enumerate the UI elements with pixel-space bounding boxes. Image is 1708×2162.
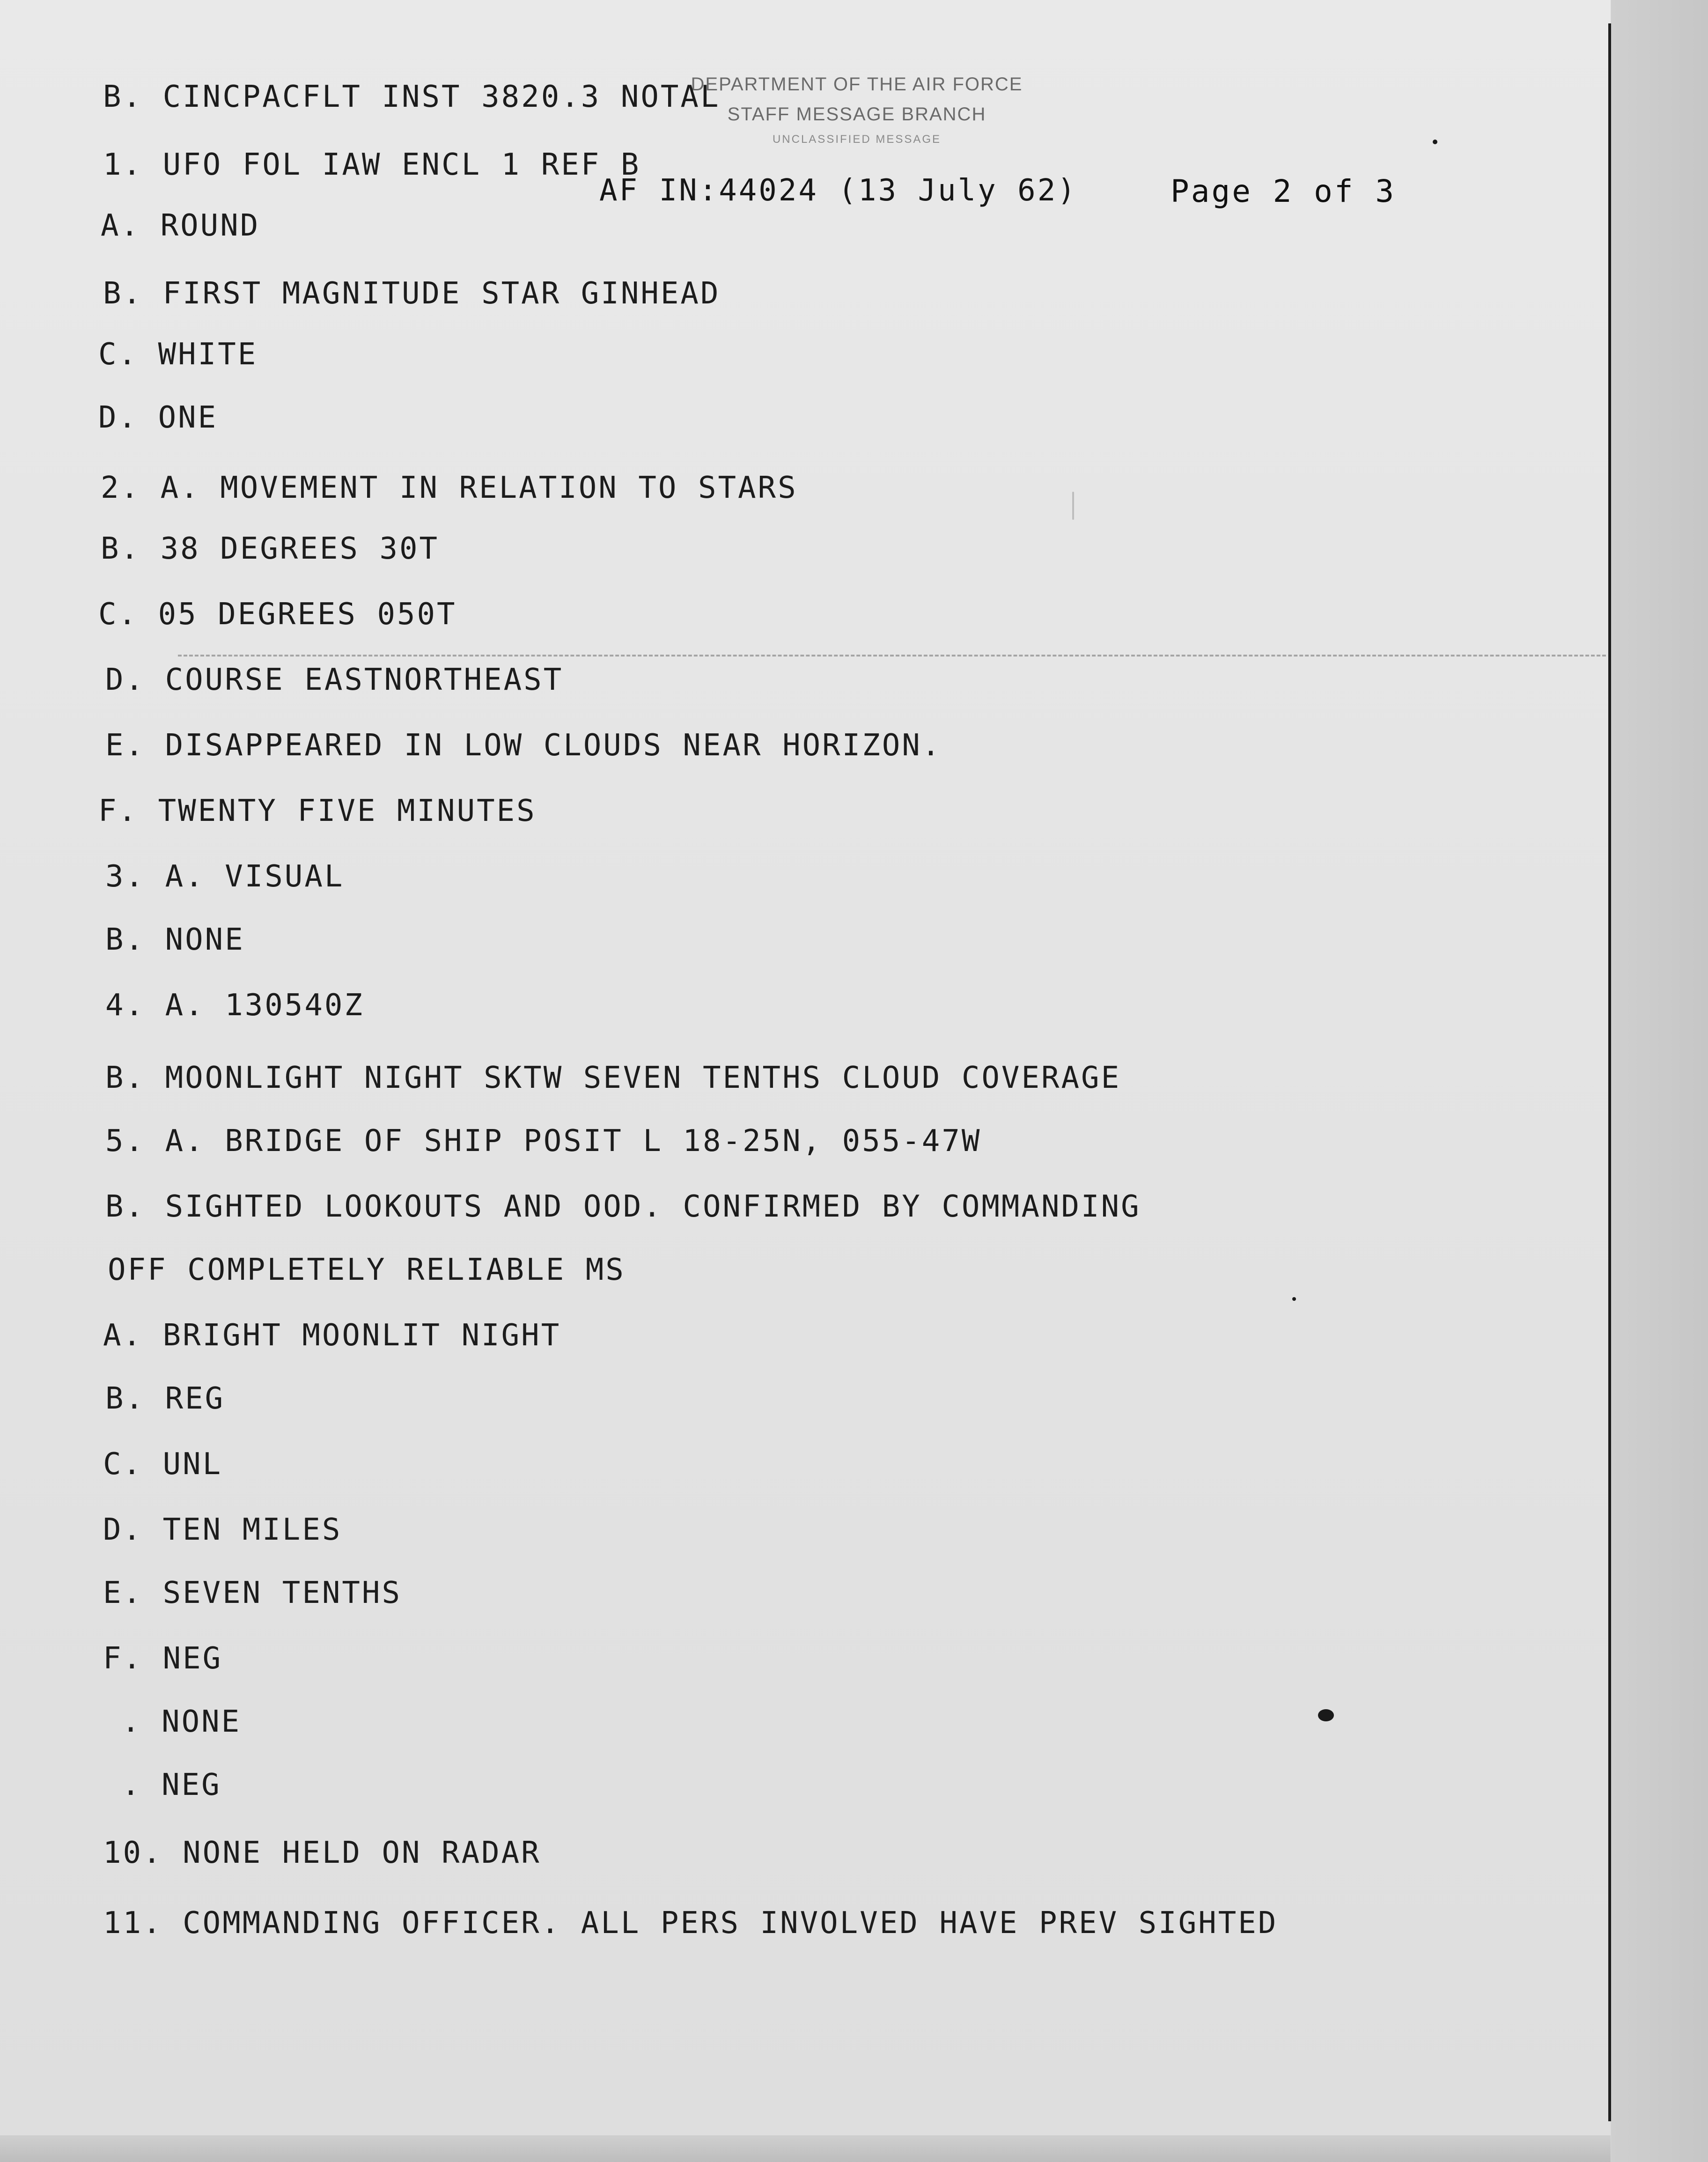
fold-line (178, 655, 1606, 657)
message-line: E. SEVEN TENTHS (103, 1576, 402, 1610)
page-number: Page 2 of 3 (1171, 173, 1396, 209)
message-line: C. 05 DEGREES 050T (98, 597, 457, 632)
message-line: F. TWENTY FIVE MINUTES (98, 794, 537, 828)
message-line: OFF COMPLETELY RELIABLE MS (108, 1253, 626, 1287)
message-line: D. TEN MILES (103, 1513, 342, 1547)
message-line: B. SIGHTED LOOKOUTS AND OOD. CONFIRMED BY COMMANDING (105, 1189, 1141, 1224)
stamp-branch: STAFF MESSAGE BRANCH (727, 104, 987, 125)
message-line: D. COURSE EASTNORTHEAST (105, 663, 564, 697)
message-line: 3. A. VISUAL (105, 859, 345, 894)
message-line: B. NONE (105, 922, 245, 957)
ink-speck (1318, 1709, 1334, 1721)
message-line: C. WHITE (98, 337, 258, 372)
message-line: F. NEG (103, 1641, 223, 1676)
message-line: B. FIRST MAGNITUDE STAR GINHEAD (103, 276, 721, 311)
message-line: . NEG (122, 1768, 221, 1802)
paper-mark (1072, 492, 1074, 520)
message-line: B. 38 DEGREES 30T (101, 531, 440, 566)
message-line: 10. NONE HELD ON RADAR (103, 1836, 541, 1870)
stamp-department: DEPARTMENT OF THE AIR FORCE (691, 74, 1023, 95)
stamp-classification: UNCLASSIFIED MESSAGE (772, 133, 942, 146)
message-line: 4. A. 130540Z (105, 988, 364, 1023)
message-line: B. REG (105, 1381, 225, 1416)
department-stamp (665, 75, 1049, 145)
scan-margin (1611, 0, 1708, 2162)
message-line: 2. A. MOVEMENT IN RELATION TO STARS (101, 471, 798, 505)
message-reference: AF IN:44024 (13 July 62) (599, 173, 1077, 208)
message-line: A. BRIGHT MOONLIT NIGHT (103, 1318, 561, 1353)
ink-speck (1433, 140, 1437, 144)
message-line: 5. A. BRIDGE OF SHIP POSIT L 18-25N, 055-47W (105, 1124, 982, 1158)
message-line: A. ROUND (101, 208, 260, 243)
page-bottom-edge (0, 2135, 1611, 2162)
message-line: 11. COMMANDING OFFICER. ALL PERS INVOLVED HAVE PREV SIGHTED (103, 1906, 1278, 1941)
message-line: D. ONE (98, 400, 218, 435)
message-line: C. UNL (103, 1447, 223, 1482)
message-line: . NONE (122, 1705, 242, 1739)
ink-speck (1292, 1297, 1296, 1301)
message-line: B. CINCPACFLT INST 3820.3 NOTAL (103, 80, 721, 114)
message-line: E. DISAPPEARED IN LOW CLOUDS NEAR HORIZON. (105, 728, 942, 763)
message-line: 1. UFO FOL IAW ENCL 1 REF B (103, 148, 641, 182)
message-line: B. MOONLIGHT NIGHT SKTW SEVEN TENTHS CLOUD COVERAGE (105, 1061, 1121, 1095)
